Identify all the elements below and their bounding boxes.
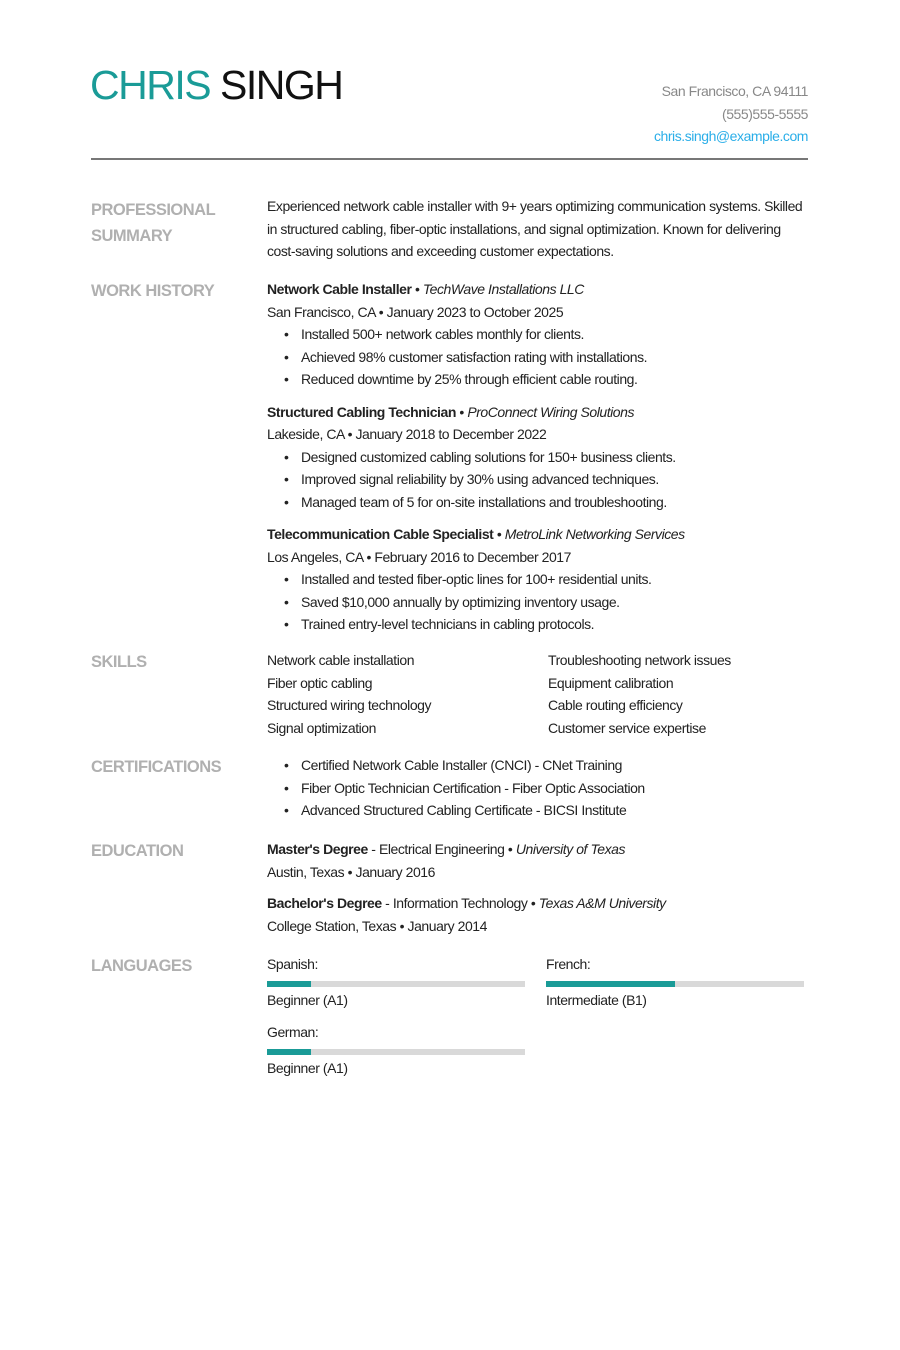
- education-entry: [267, 838, 808, 883]
- certification-item: • Fiber Optic Technician Certification - Fiber Optic Association: [267, 777, 808, 800]
- section-label: SKILLS: [91, 653, 147, 671]
- job-dates: January 2018 to December 2022: [355, 426, 547, 442]
- language-entry: [546, 953, 804, 1011]
- job-entry: [267, 401, 808, 514]
- language-level-fill: [267, 1049, 311, 1055]
- job-dates: January 2023 to October 2025: [386, 303, 564, 320]
- separator: •: [347, 426, 353, 442]
- education-location: Austin, Texas: [267, 863, 345, 880]
- candidate-name: CHRIS SINGH: [90, 62, 343, 108]
- address: San Francisco, CA 94111: [661, 83, 808, 99]
- job-bullet: • Achieved 98% customer satisfaction rating with installations.: [267, 346, 808, 369]
- job-location: Los Angeles, CA: [267, 548, 363, 565]
- job-bullet: • Reduced downtime by 25% through efficient cable routing.: [267, 368, 808, 391]
- skill-item: Equipment calibration: [548, 674, 674, 691]
- separator: •: [378, 303, 384, 320]
- company: TechWave Installations LLC: [422, 281, 584, 297]
- language-name: French:: [546, 956, 591, 972]
- separator: •: [530, 895, 536, 911]
- job-title: Structured Cabling Technician: [267, 403, 456, 420]
- section-label: CERTIFICATIONS: [91, 758, 222, 776]
- education-entry: [267, 892, 808, 937]
- job-location: San Francisco, CA: [267, 303, 376, 320]
- skill-item: Network cable installation: [267, 652, 415, 668]
- language-level-bar: [546, 981, 804, 987]
- section-label: LANGUAGES: [91, 957, 192, 975]
- skill-item: Structured wiring technology: [267, 697, 432, 713]
- job-bullet: • Saved $10,000 annually by optimizing inventory usage.: [267, 591, 808, 614]
- summary-text: Experienced network cable installer with 9+ years optimizing communication systems. Skilled in structured cabling, fiber-optic installations, and signal optimization. Known for delivering cost-saving solutions and exceeding customer expectations.: [267, 198, 803, 259]
- degree: Bachelor's Degree: [267, 895, 382, 911]
- summary-section: [91, 195, 808, 263]
- language-level-bar: [267, 1049, 525, 1055]
- phone: (555)555-5555: [722, 105, 808, 122]
- job-entry: [267, 523, 808, 636]
- language-level-fill: [546, 981, 675, 987]
- separator: •: [414, 281, 420, 297]
- separator: •: [399, 917, 405, 934]
- language-level-bar: [267, 981, 525, 987]
- education-section: [91, 838, 808, 946]
- job-title: Telecommunication Cable Specialist: [267, 526, 494, 542]
- language-level: Beginner (A1): [267, 1059, 348, 1076]
- language-entry: [267, 1021, 546, 1079]
- languages-section: [91, 953, 808, 1079]
- skills-section: [91, 649, 808, 739]
- skill-item: Customer service expertise: [548, 719, 706, 736]
- job-location: Lakeside, CA: [267, 426, 345, 442]
- job-bullet: • Improved signal reliability by 30% using advanced techniques.: [267, 468, 808, 491]
- language-name: Spanish:: [267, 956, 318, 972]
- skill-item: Fiber optic cabling: [267, 674, 373, 691]
- job-bullet: • Installed and tested fiber-optic lines for 100+ residential units.: [267, 568, 808, 591]
- certification-item: • Advanced Structured Cabling Certificate - BICSI Institute: [267, 799, 808, 822]
- job-dates: February 2016 to December 2017: [374, 548, 571, 565]
- contact-info: [654, 80, 808, 148]
- job-title: Network Cable Installer: [267, 281, 412, 297]
- skill-item: Troubleshooting network issues: [548, 652, 731, 668]
- school: University of Texas: [515, 841, 626, 857]
- school: Texas A&M University: [538, 895, 666, 911]
- separator: •: [366, 548, 371, 565]
- degree: Master's Degree: [267, 841, 368, 857]
- skill-item: Signal optimization: [267, 719, 376, 736]
- section-label: PROFESSIONAL SUMMARY: [91, 201, 215, 245]
- education-date: January 2014: [407, 917, 487, 934]
- language-level: Beginner (A1): [267, 991, 348, 1008]
- education-location: College Station, Texas: [267, 917, 397, 934]
- certifications-section: [91, 754, 808, 822]
- job-entry: [267, 278, 808, 391]
- language-name: German:: [267, 1024, 319, 1040]
- job-bullet: • Trained entry-level technicians in cabling protocols.: [267, 613, 808, 636]
- company: ProConnect Wiring Solutions: [467, 403, 635, 420]
- field: - Electrical Engineering: [367, 841, 505, 857]
- separator: •: [507, 841, 513, 857]
- separator: •: [347, 863, 353, 880]
- job-bullet: • Installed 500+ network cables monthly for clients.: [267, 323, 808, 346]
- job-bullet: • Managed team of 5 for on-site installations and troubleshooting.: [267, 491, 808, 514]
- language-level-fill: [267, 981, 311, 987]
- job-bullet: • Designed customized cabling solutions for 150+ business clients.: [267, 446, 808, 469]
- language-level: Intermediate (B1): [546, 991, 647, 1008]
- section-label: EDUCATION: [91, 842, 184, 860]
- language-entry: [267, 953, 546, 1011]
- work-history-section: [91, 278, 808, 646]
- header-divider: [91, 158, 808, 160]
- section-label: WORK HISTORY: [91, 282, 215, 300]
- certification-item: • Certified Network Cable Installer (CNCI) - CNet Training: [267, 754, 808, 777]
- separator: •: [459, 403, 464, 420]
- education-date: January 2016: [355, 863, 435, 880]
- email-link[interactable]: chris.singh@example.com: [653, 128, 808, 144]
- skill-item: Cable routing efficiency: [548, 697, 683, 713]
- field: - Information Technology: [381, 895, 528, 911]
- separator: •: [496, 526, 502, 542]
- company: MetroLink Networking Services: [504, 526, 685, 542]
